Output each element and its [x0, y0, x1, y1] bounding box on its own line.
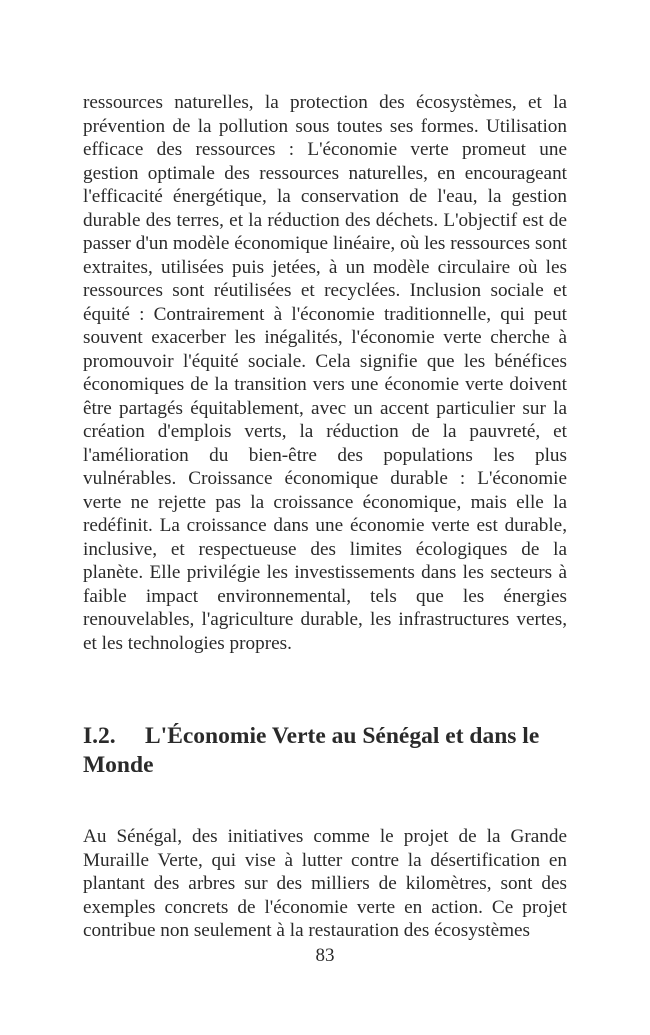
section-heading [83, 722, 567, 780]
section-number: I.2. [83, 723, 116, 749]
body-paragraph-senegal: Au Sénégal, des initiatives comme le projet de la Grande Muraille Verte, qui vise à lutter contre la désertification en plantant des arbres sur des milliers de kilomètres, sont des exemples concrets de l'économie verte en action. Ce projet contribue non seulement à la restauration des écosystèmes [83, 826, 567, 941]
body-paragraph-continued: ressources naturelles, la protection des écosystèmes, et la prévention de la pollution sous toutes ses formes. Utilisation efficace des ressources : L'économie verte promeut une gestion optimale des ressources naturelles, en encourageant l'efficacité énergétique, la conservation de l'eau, la gestion durable des terres, et la réduction des déchets. L'objectif est de passer d'un modèle économique linéaire, où les ressources sont extraites, utilisées puis jetées, à un modèle circulaire où les ressources sont réutilisées et recyclées. Inclusion sociale et équité : Contrairement à l'économie traditionnelle, qui peut souvent exacerber les inégalités, l'économie verte cherche à promouvoir l'équité sociale. Cela signifie que les bénéfices économiques de la transition vers une économie verte doivent être partagés équitablement, avec un accent particulier sur la création d'emplois verts, la réduction de la pauvreté, et l'amélioration du bien-être des populations les plus vulnérables. Croissance économique durable : L'économie verte ne rejette pas la croissance économique, mais elle la redéfinit. La croissance dans une économie verte est durable, inclusive, et respectueuse des limites écologiques de la planète. Elle privilégie les investissements dans les secteurs à faible impact environnemental, tels que les énergies renouvelables, l'agriculture durable, les infrastructures vertes, et les technologies propres. [83, 92, 567, 654]
page-number: 83 [315, 945, 335, 966]
section-title: L'Économie Verte au Sénégal et dans le Monde [83, 723, 540, 778]
